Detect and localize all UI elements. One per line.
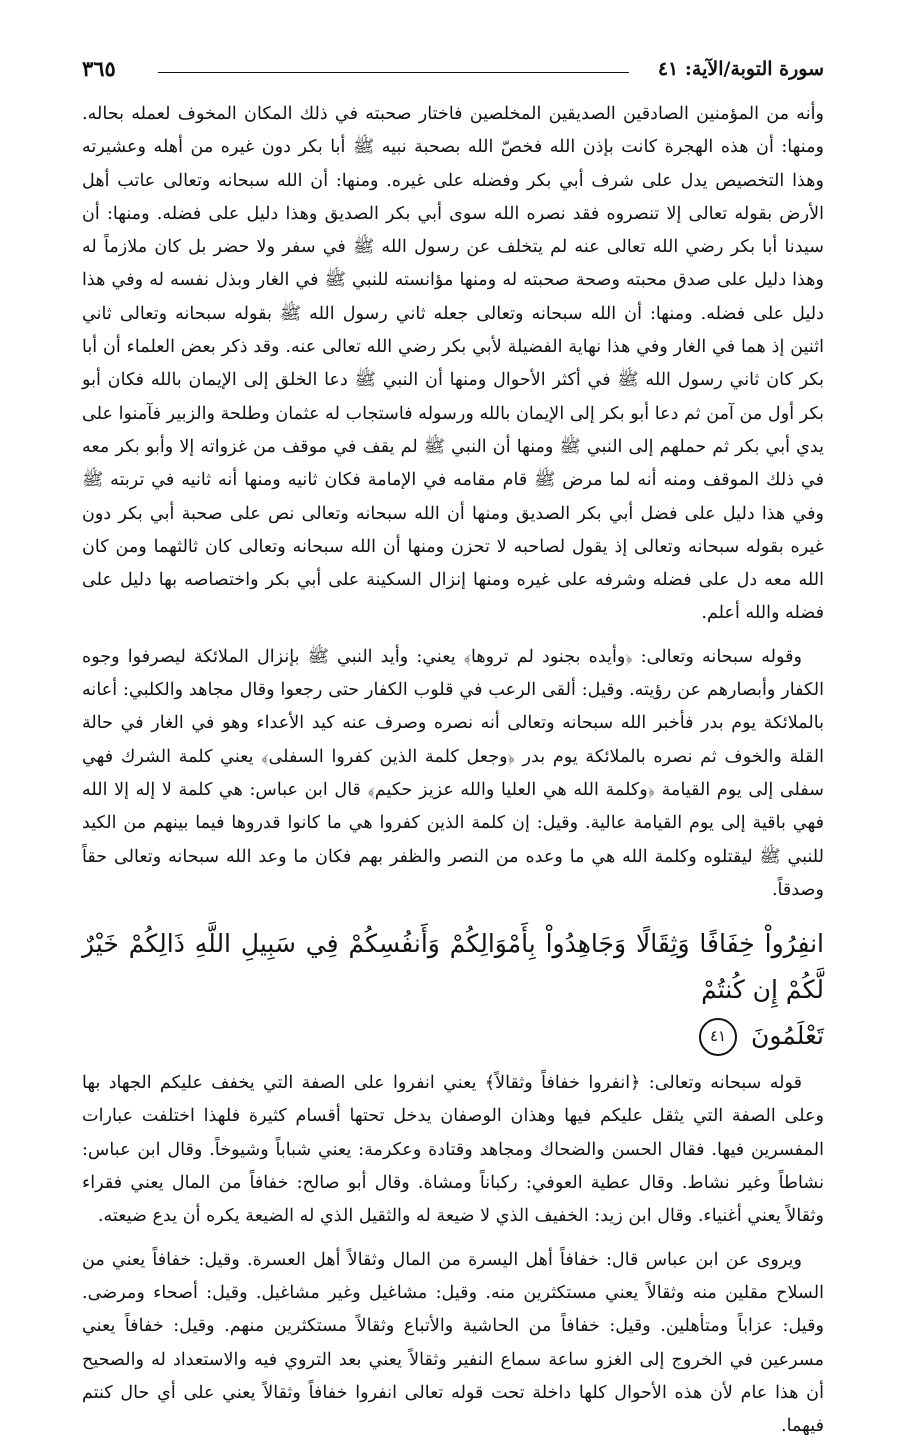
paragraph-march-forth: قوله سبحانه وتعالى: ﴿انفروا خفافاً وثقالاً﴾ يعني انفروا على الصفة التي يخفف عليكم الجهاد بها وعلى الصفة التي يثقل عليكم فيها وهذان الوصفان يدخل تحتها أقسام كثيرة فلهذا اختلفت عبارات المفسرين فيها. فقال الحسن والضحاك ومجاهد وقتادة وعكرمة: يعني شباباً وشيوخاً. وقال ابن عباس: نشاطاً وغير نشاط. وقال عطية العوفي: ركباناً ومشاة. وقال أبو صالح: خفافاً من المال يعني فقراء وثقالاً يعني أغنياء. وقال ابن زيد: الخفيف الذي لا ضيعة له والثقيل الذي له الضيعة يكره أن يدع ضيعته. (82, 1073, 824, 1227)
verse-line-2: تَعْلَمُونَ (750, 1021, 824, 1051)
paragraph-ibn-abbas: ويروى عن ابن عباس قال: خفافاً أهل اليسرة من المال وثقالاً أهل العسرة. وقيل: خفافاً يعني من السلاح مقلين منه وثقالاً يعني مستكثرين منه. وقيل: مشاغيل وغير مشاغيل. وقيل: أصحاء ومرضى. وقيل: عزاباً ومتأهلين. وقيل: خفافاً من الحاشية والأتباع وثقالاً مستكثرين منهم. وقيل: خفافاً يعني مسرعين في الخروج إلى الغزو ساعة سماع النفير وثقالاً يعني بعد التروي فيه والاستعداد له والصحيح أن هذا عام لأن هذه الأحوال كلها داخلة تحت قوله تعالى انفروا خفافاً وثقالاً يعني على أي حال كنتم فيهما. (82, 1249, 824, 1437)
page-number: ٣٦٥ (82, 56, 116, 81)
page-header (82, 56, 824, 88)
paragraph-soldiers-unseen: وقوله سبحانه وتعالى: ﴿وأيده بجنود لم تروها﴾ يعني: وأيد النبي ﷺ بإنزال الملائكة ليصرفوا وجوه الكفار وأبصارهم عن رؤيته. وقيل: ألقى الرعب في قلوب الكفار حتى رجعوا وقال مجاهد والكلبي: أعانه بالملائكة يوم بدر فأخبر الله سبحانه وتعالى أنه نصره وصرف عنه كيد الأعداء وهو في الغار في حالة القلة والخوف ثم نصره بالملائكة يوم بدر ﴿وجعل كلمة الذين كفروا السفلى﴾ يعني كلمة الشرك فهي سفلى إلى يوم القيامة ﴿وكلمة الله هي العليا والله عزيز حكيم﴾ قال ابن عباس: هي كلمة لا إله إلا الله فهي باقية إلى يوم القيامة عالية. وقيل: إن كلمة الذين كفروا هي ما كانوا قدروها فيما بينهم من الكيد للنبي ﷺ ليقتلوه وكلمة الله هي ما وعده من النصر والظفر بهم فكان ما وعد الله سبحانه وتعالى حقاً وصدقاً. (82, 646, 824, 900)
paragraph-virtues-abu-bakr: وأنه من المؤمنين الصادقين الصديقين المخلصين فاختار صحبته في ذلك المكان المخوف لعمله بحاله. ومنها: أن هذه الهجرة كانت بإذن الله فخصّ الله بصحبة نبيه ﷺ أبا بكر دون غيره من أهله وعشيرته وهذا التخصيص يدل على شرف أبي بكر وفضله على غيره. ومنها: أن الله سبحانه وتعالى عاتب أهل الأرض بقوله تعالى إلا تنصروه فقد نصره الله سوى أبي بكر الصديق وهذا دليل على فضله. ومنها: أن سيدنا أبا بكر رضي الله تعالى عنه لم يتخلف عن رسول الله ﷺ في سفر ولا حضر بل كان ملازماً له وهذا دليل على صدق محبته وصحة صحبته له ومنها مؤانسته للنبي ﷺ في الغار وبذل نفسه له وفي هذا دليل على فضله. ومنها: أن الله سبحانه وتعالى جعله ثاني رسول الله ﷺ بقوله سبحانه وتعالى ثاني اثنين إذ هما في الغار وفي هذا نهاية الفضيلة لأبي بكر رضي الله تعالى عنه. وقد ذكر بعض العلماء أن أبا بكر كان ثاني رسول الله ﷺ في أكثر الأحوال ومنها أن النبي ﷺ دعا الخلق إلى الإيمان بالله فكان أبو بكر أول من آمن ثم دعا أبو بكر إلى الإيمان بالله ورسوله فاستجاب له عثمان وطلحة والزبير فآمنوا على يدي أبي بكر ثم حملهم إلى النبي ﷺ ومنها أن النبي ﷺ لم يقف في موقف من غزواته إلا وأبو بكر معه في ذلك الموقف ومنه أنه لما مرض ﷺ قام مقامه في الإمامة فكان ثانيه ومنها أنه ثانيه في تربته ﷺ وفي هذا دليل على فضل أبي بكر الصديق ومنها أن الله سبحانه وتعالى نص على صحبة أبي بكر دون غيره بقوله سبحانه وتعالى إذ يقول لصاحبه لا تحزن ومنها أن الله سبحانه وتعالى كان ثالثهما ومن كان الله معه دل على فضله وشرفه على غيره ومنها إنزال السكينة على أبي بكر واختصاصه بها دليل على فضله والله أعلم. (82, 104, 824, 624)
surah-reference: سورة التوبة/الآية: ٤١ (657, 58, 824, 80)
ayah-number-badge: ٤١ (699, 1018, 737, 1056)
page-body (82, 98, 824, 1453)
verse-line-2-wrap (82, 1013, 824, 1059)
verse-line-1: انفِرُواْ خِفَافًا وَثِقَالًا وَجَاهِدُواْ بِأَمْوَالِكُمْ وَأَنفُسِكُمْ فِي سَبِيلِ اللَّهِ ذَالِكُمْ خَيْرٌ لَّكُمْ إِن كُنتُمْ (82, 929, 824, 1005)
quran-verse (82, 921, 824, 1059)
header-rule (158, 72, 629, 73)
